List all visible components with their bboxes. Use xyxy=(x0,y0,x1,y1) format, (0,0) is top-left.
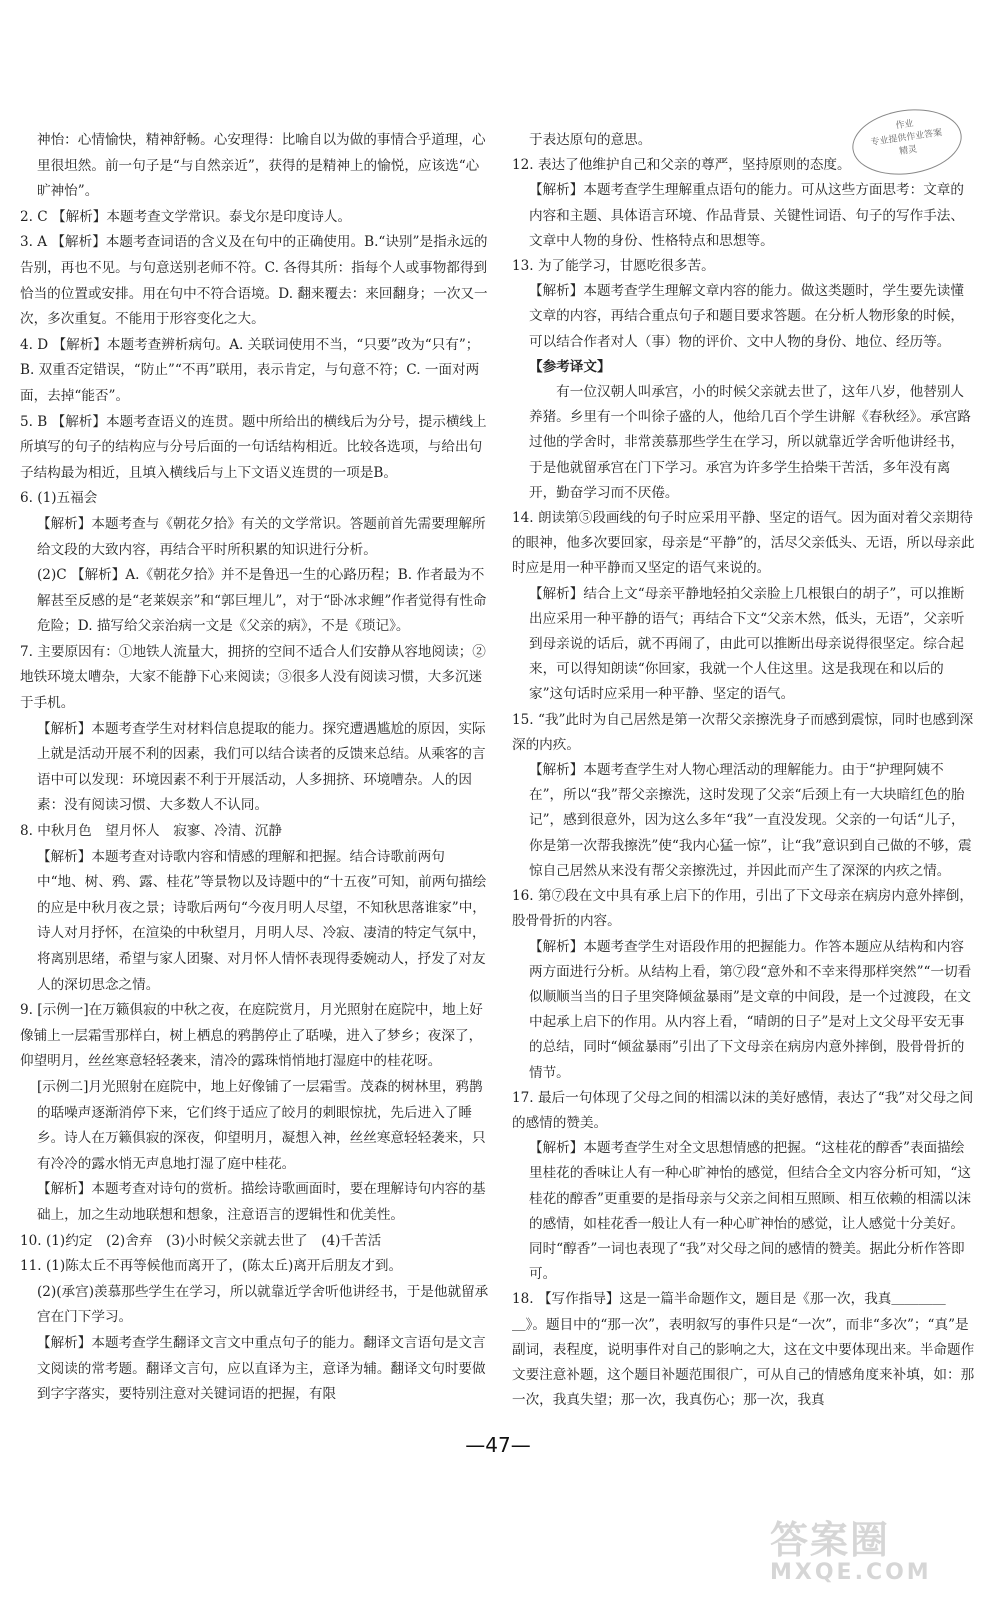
right-paragraph: 16. 第⑦段在文中具有承上启下的作用，引出了下文母亲在病房内意外摔倒，股骨骨折的内容。 xyxy=(512,888,973,930)
right-paragraph: 18. 【写作指导】这是一篇半命题作文，题目是《那一次，我真＿＿＿＿＿》。题目中的“那一次”，表明叙写的事件只是“一次”，而非“多次”；“真”是副词，表程度，说明事件对自己的影响之大，这在文中要体现出来。半命题作文要注意补题，这个题目补题范围很广，可从自己的情感角度来补填，如：那一次，我真失望；那一次，我真伤心；那一次，我真 xyxy=(512,1291,975,1409)
left-paragraph: 7. 主要原因有：①地铁人流量大，拥挤的空间不适合人们安静从容地阅读；②地铁环境太嘈杂，大家不能静下心来阅读；③很多人没有阅读习惯，大多沉迷于手机。 xyxy=(20,643,486,712)
left-paragraph: 【解析】本题考查对诗句的赏析。描绘诗歌画面时，要在理解诗句内容的基础上，加之生动地联想和想象，注意语言的逻辑性和优美性。 xyxy=(37,1181,486,1223)
left-paragraph: 2. C 【解析】本题考查文学常识。泰戈尔是印度诗人。 xyxy=(20,208,352,225)
right-paragraph: 【解析】本题考查学生对全文思想情感的把握。“这桂花的醇香”表面描绘里桂花的香味让人有一种心旷神怡的感觉，但结合全文内容分析可知，“这桂花的醇香”更重要的是指母亲与父亲之间相互照顾、相互依赖的相濡以沫的感情，如桂花香一般让人有一种心旷神怡的感觉，让人感觉十分美好。同时“醇香”一词也表现了“我”对父母之间的感情的赞美。据此分析作答即可。 xyxy=(529,1140,971,1283)
right-paragraph: 【解析】本题考查学生理解文章内容的能力。做这类题时，学生要先读懂文章的内容，再结合重点句子和题目要求答题。在分析人物形象的时候，可以结合作者对人（事）物的评价、文中人物的身份、地位、经历等。 xyxy=(529,283,964,350)
left-paragraph: (2)C 【解析】A.《朝花夕拾》并不是鲁迅一生的心路历程；B. 作者最为不解甚至反感的是“老莱娱亲”和“郭巨埋儿”，对于“卧冰求鲤”作者觉得有性命危险；D. 描写给父亲治病一文是《父亲的病》，不是《琐记》。 xyxy=(37,567,487,635)
right-paragraph: 12. 表达了他维护自己和父亲的尊严，坚持原则的态度。 xyxy=(512,157,851,174)
left-paragraph: 10. (1)约定 (2)舍弃 (3)小时候父亲就去世了 (4)千苦活 xyxy=(20,1232,382,1249)
site-watermark xyxy=(770,1520,980,1590)
left-paragraph: 11. (1)陈太丘不再等候他而离开了，(陈太丘)离开后朋友才到。 xyxy=(20,1258,403,1275)
right-paragraph: 【解析】本题考查学生对语段作用的把握能力。作答本题应从结构和内容两方面进行分析。从结构上看，第⑦段“意外和不幸来得那样突然”“一切看似顺顺当当的日子里突降倾盆暴雨”是文章的中间段，是一个过渡段，在文中起承上启下的作用。从内容上看，“晴朗的日子”是对上文父母平安无事的总结，同时“倾盆暴雨”引出了下文母亲在病房内意外摔倒，股骨骨折的情节。 xyxy=(529,938,972,1081)
left-paragraph: 9. [示例一]在万籁俱寂的中秋之夜，在庭院赏月，月光照射在庭院中，地上好像铺上一层霜雪那样白，树上栖息的鸦鹊停止了聒噪，进入了梦乡；夜深了，仰望明月，丝丝寒意轻轻袭来，清冷的露珠悄悄地打湿庭中的桂花呀。 xyxy=(20,1002,483,1070)
left-paragraph: 【解析】本题考查与《朝花夕拾》有关的文学常识。答题前首先需要理解所给文段的大致内容，再结合平时所积累的知识进行分析。 xyxy=(37,515,486,558)
left-paragraph: (2)(承宫)羡慕那些学生在学习，所以就靠近学舍听他讲经书，于是他就留承宫在门下学习。 xyxy=(37,1283,489,1326)
right-paragraph: 14. 朗读第⑤段画线的句子时应采用平静、坚定的语气。因为面对着父亲期待的眼神，他多次要回家，母亲是“平静”的，活尽父亲低头、无语，所以母亲此时应是用一种平静而又坚定的语气来说的。 xyxy=(512,510,975,577)
right-paragraph: 17. 最后一句体现了父母之间的相濡以沫的美好感情，表达了“我”对父母之间的感情的赞美。 xyxy=(512,1089,974,1131)
left-paragraph: 【解析】本题考查对诗歌内容和情感的理解和把握。结合诗歌前两句中“地、树、鸦、露、桂花”等景物以及诗题中的“十五夜”可知，前两句描绘的应是中秋月夜之景；诗歌后两句“今夜月明人尽望，不知秋思落谁家”中，诗人对月抒怀，在渲染的中秋望月，月明人尽、冷寂、凄清的特定气氛中，将离别思绪，希望与家人团聚、对月怀人情怀表现得委婉动人，抒发了对友人的深切思念之情。 xyxy=(37,848,487,993)
left-paragraph: [示例二]月光照射在庭院中，地上好像铺了一层霜雪。茂森的树林里，鸦鹊的聒噪声逐渐消停下来，它们终于适应了皎月的刺眼惊扰，先后进入了睡乡。诗人在万籁俱寂的深夜，仰望明月，凝想入神，丝丝寒意轻轻袭来，只有冷冷的露水悄无声息地打湿了庭中桂花。 xyxy=(37,1078,486,1172)
right-paragraph: 【解析】结合上文“母亲平静地轻拍父亲脸上几根银白的胡子”，可以推断出应采用一种平静的语气；再结合下文“父亲木然，低头，无语”，父亲听到母亲说的话后，就不再闹了，由此可以推断出母亲说得很坚定。综合起来，可以得知朗读“你回家，我就一个人住这里。这是我现在和以后的家”这句话时应采用一种平静、坚定的语气。 xyxy=(529,585,965,703)
left-paragraph: 8. 中秋月色 望月怀人 寂寥、冷清、沉静 xyxy=(20,823,282,840)
left-paragraph: 【解析】本题考查学生翻译文言文中重点句子的能力。翻译文言语句是文言文阅读的常考题。翻译文言句，应以直译为主，意译为辅。翻译文句时要做到字字落实，要特别注意对关键词语的把握，有限 xyxy=(37,1334,486,1403)
left-paragraph: 4. D 【解析】本题考查辨析病句。A. 关联词使用不当，“只要”改为“只有”；B. 双重否定错误，“防止”“不再”联用，表示肯定，与句意不符；C. 一面对两面，去掉“能否”。 xyxy=(20,336,480,404)
left-paragraph: 6. (1)五福会 xyxy=(20,490,98,507)
page-number: —47— xyxy=(465,1433,531,1457)
watermark-line-1: 答案圈 xyxy=(770,1518,891,1562)
left-paragraph: 神怡：心情愉快，精神舒畅。心安理得：比喻自以为做的事情合乎道理，心里很坦然。前一句子是“与自然亲近”，获得的是精神上的愉悦，应该选“心旷神怡”。 xyxy=(37,132,486,200)
stamp-line-3: 精灵 xyxy=(898,144,918,158)
right-paragraph: 【解析】本题考查学生对人物心理活动的理解能力。由于“护理阿姨不在”，所以“我”帮父亲擦洗，这时发现了父亲“后颈上有一大块暗红色的胎记”，感到很意外，因为这么多年“我”一直没发现。父亲的一句话“儿子，你是第一次帮我擦洗”使“我内心猛一惊”，让“我”意识到自己做的不够，震惊自己居然从来没有帮父亲擦洗过，并因此而产生了深深的内疚之情。 xyxy=(529,762,972,879)
right-paragraph: 于表达原句的意思。 xyxy=(529,132,652,148)
left-paragraph: 【解析】本题考查学生对材料信息提取的能力。探究遭遇尴尬的原因，实际上就是活动开展不利的因素，我们可以结合读者的反馈来总结。从乘客的言语中可以发现：环境因素不利于开展活动，人多拥挤、环境嘈杂。人的因素：没有阅读习惯、大多数人不认同。 xyxy=(37,720,486,814)
left-column xyxy=(20,128,492,1408)
right-paragraph: 【解析】本题考查学生理解重点语句的能力。可从这些方面思考：文章的内容和主题、具体语言环境、作品背景、关键性词语、句子的写作手法、文章中人物的身份、性格特点和思想等。 xyxy=(529,182,964,249)
stamp-line-2: 专业提供作业答案 xyxy=(870,128,943,149)
right-paragraph: 【参考译文】 xyxy=(529,358,611,375)
right-column xyxy=(512,128,977,1413)
right-paragraph: 15. “我”此时为自己居然是第一次帮父亲擦洗身子而感到震惊，同时也感到深深的内疚。 xyxy=(512,711,974,753)
watermark-line-2: MXQE.COM xyxy=(770,1560,932,1585)
stamp-line-1: 作业 xyxy=(895,118,915,132)
left-paragraph: 3. A 【解析】本题考查词语的含义及在句中的正确使用。B.“诀别”是指永远的告别，再也不见。与句意送别老师不符。C. 各得其所：指每个人或事物都得到恰当的位置或安排。用在句中不符合语境。D. 翻来覆去：来回翻身；一次又一次，多次重复。不能用于形容变化之大。 xyxy=(20,234,488,328)
left-paragraph: 5. B 【解析】本题考查语义的连贯。题中所给出的横线后为分号，提示横线上所填写的句子的结构应与分号后面的一句话结构相近。比较各选项，与给出句子结构最为相近，且填入横线后与上下文语义连贯的一项是B。 xyxy=(20,413,487,481)
right-paragraph: 有一位汉朝人叫承宫，小的时候父亲就去世了，这年八岁，他替别人养猪。乡里有一个叫徐子盛的人，他给几百个学生讲解《春秋经》。承宫路过他的学舍时，非常羡慕那些学生在学习，所以就靠近学舍听他讲经书，于是他就留承宫在门下学习。承宫为许多学生拾柴干苦活，多年没有离开，勤奋学习而不厌倦。 xyxy=(529,384,971,501)
right-paragraph: 13. 为了能学习，甘愿吃很多苦。 xyxy=(512,258,715,275)
